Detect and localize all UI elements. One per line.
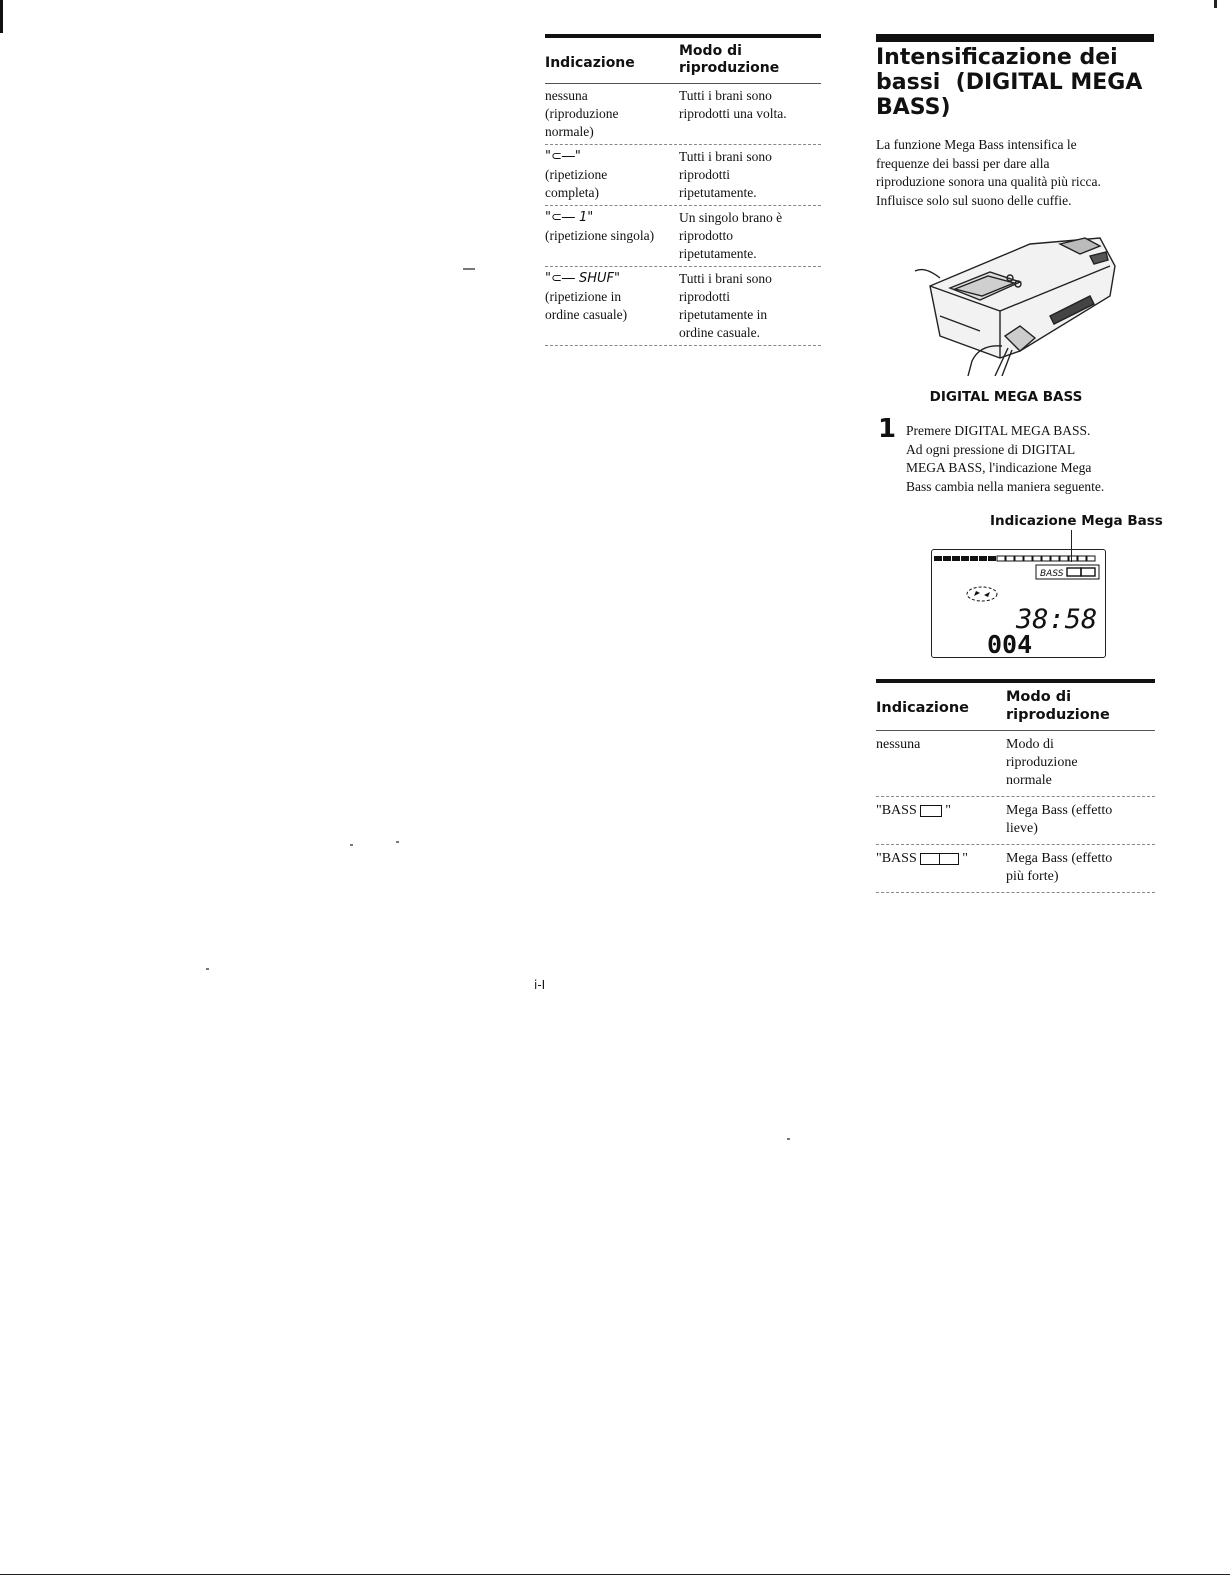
table-row — [876, 845, 1155, 893]
table-row — [545, 84, 821, 145]
title-line: Intensificazione dei — [876, 45, 1118, 70]
edge-mark-right — [1214, 0, 1217, 8]
quote-mark: " — [962, 851, 968, 866]
cell-indication — [876, 850, 1006, 886]
disc-icon — [967, 587, 997, 601]
speck — [463, 268, 475, 270]
cell-line: riprodotti — [679, 289, 730, 304]
cell-line: Mega Bass (effetto — [1006, 851, 1113, 866]
cell-line: Tutti i brani sono — [679, 271, 772, 286]
lcd-graphic — [932, 550, 1105, 657]
cell-line: riprodotti — [679, 167, 730, 182]
header-modo: Modo di riproduzione — [1006, 689, 1110, 723]
text-line: MEGA BASS, l'indicazione Mega — [906, 460, 1092, 475]
text-line: Ad ogni pressione di DIGITAL — [906, 441, 1076, 457]
repeat-shuffle-symbol: "⊂― SHUF" — [545, 271, 621, 286]
cell-line: riprodotto — [679, 228, 733, 243]
table-header — [545, 38, 821, 84]
table-row — [545, 206, 821, 267]
cell-line: ripetutamente. — [679, 246, 757, 261]
intro-paragraph — [876, 136, 1161, 210]
speck — [350, 844, 353, 846]
step-instructions — [906, 422, 1156, 496]
bass-level-1-icon — [920, 805, 942, 817]
cell-line: Un singolo brano è — [679, 210, 783, 225]
text-line: Bass cambia nella maniera seguente. — [906, 478, 1105, 494]
cell-line: ripetutamente. — [679, 185, 757, 200]
repeat-one-symbol: "⊂― 1" — [545, 210, 594, 225]
page-marker: i-I — [534, 978, 546, 992]
cell-line: nessuna — [545, 88, 588, 103]
text-line: Influisce solo sul suono delle cuffie. — [876, 192, 1072, 208]
text-line: Premere DIGITAL MEGA BASS. — [906, 423, 1091, 438]
indicator-label: Indicazione Mega Bass — [990, 513, 1163, 529]
device-caption: DIGITAL MEGA BASS — [929, 389, 1083, 405]
cell-line: completa) — [545, 185, 599, 200]
text-line: La funzione Mega Bass intensifica le — [876, 137, 1077, 152]
cell-line: ordine casuale) — [545, 307, 628, 322]
repeat-mode-table — [545, 34, 821, 346]
cell-line: (ripetizione in — [545, 289, 622, 304]
level-meter — [934, 556, 1095, 561]
cell-line: ordine casuale. — [679, 325, 760, 340]
speck — [396, 841, 399, 843]
title-line: BASS) — [876, 95, 951, 120]
lcd-display — [931, 549, 1106, 658]
bass-level-2-icon — [939, 853, 959, 865]
section-top-rule — [876, 34, 1154, 42]
table-row — [876, 797, 1155, 845]
cell-line: riproduzione — [1006, 755, 1078, 770]
table-header — [876, 683, 1155, 731]
cell-indication: nessuna — [876, 737, 921, 752]
cell-line: riprodotti una volta. — [679, 106, 787, 121]
minidisc-player-illustration — [910, 226, 1120, 376]
lcd-track: 004 — [987, 630, 1033, 657]
lcd-bass-text: BASS — [1040, 569, 1064, 579]
cell-line: più forte) — [1006, 869, 1059, 884]
cell-line: ripetutamente in — [679, 307, 768, 322]
header-indicazione: Indicazione — [545, 55, 635, 71]
bass-level-2-icon — [920, 853, 940, 865]
section-title — [876, 45, 1156, 120]
table-row — [545, 267, 821, 346]
cell-line: Modo di — [1006, 737, 1054, 752]
step-number: 1 — [878, 414, 897, 444]
text-line: frequenze dei bassi per dare alla — [876, 155, 1050, 171]
bass-label: "BASS — [876, 851, 917, 866]
cell-line: Mega Bass (effetto — [1006, 803, 1113, 818]
header-modo: Modo di riproduzione — [679, 43, 780, 76]
cell-line: (ripetizione — [545, 167, 608, 182]
cell-line: (ripetizione singola) — [545, 228, 655, 243]
cell-line: Tutti i brani sono — [679, 88, 772, 103]
cell-line: (riproduzione — [545, 106, 619, 121]
cell-line: lieve) — [1006, 821, 1038, 836]
cell-line: Tutti i brani sono — [679, 149, 772, 164]
cell-indication — [876, 802, 1006, 838]
bass-label: "BASS — [876, 803, 917, 818]
title-line: bassi (DIGITAL MEGA — [876, 70, 1143, 95]
text-line: riproduzione sonora una qualità più ricca. — [876, 174, 1101, 189]
table-row — [876, 731, 1155, 797]
cell-line: normale) — [545, 124, 594, 139]
quote-mark: " — [945, 803, 951, 818]
repeat-all-symbol: "⊂―" — [545, 149, 581, 164]
bottom-rule — [0, 1574, 1230, 1575]
speck — [787, 1138, 790, 1140]
lcd-time: 38:58 — [1016, 604, 1098, 635]
edge-mark — [0, 0, 3, 33]
header-indicazione: Indicazione — [876, 700, 969, 716]
table-row — [545, 145, 821, 206]
cell-line: normale — [1006, 773, 1052, 788]
mega-bass-table — [876, 679, 1155, 893]
speck — [206, 968, 209, 970]
